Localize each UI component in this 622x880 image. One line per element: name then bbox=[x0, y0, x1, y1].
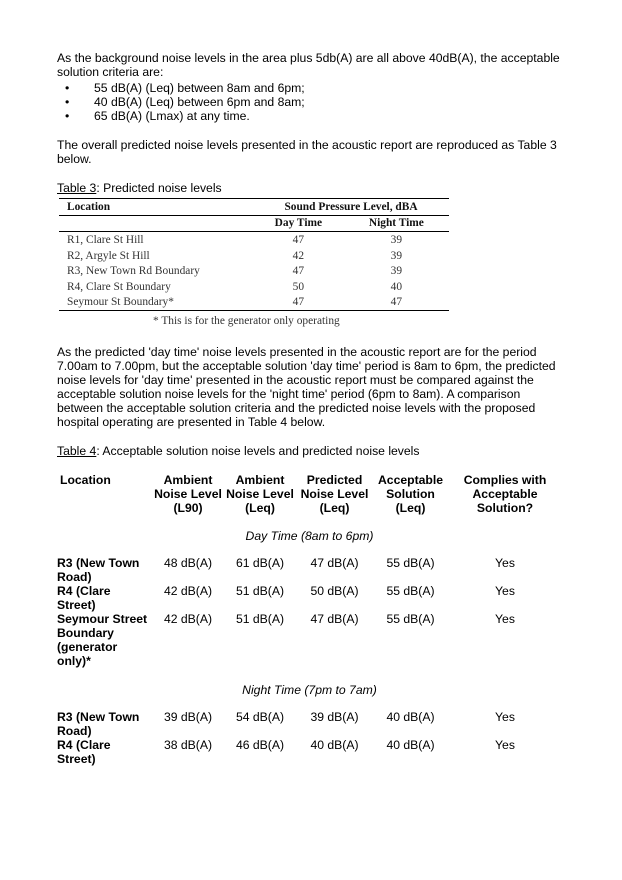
table3-note: * This is for the generator only operating bbox=[153, 315, 340, 328]
overall-paragraph: The overall predicted noise levels presented in the acoustic report are reproduced as Table 3 below. bbox=[57, 138, 557, 166]
table4-header-predicted: Predicted Noise Level (Leq) bbox=[300, 473, 369, 516]
comparison-paragraph: As the predicted 'day time' noise levels presented in the acoustic report are for the period 7.00am to 7.00pm, but the acceptable solution 'day time' period is 8am to 6pm, the predicted noise levels for 'day time' presented in the acoustic report must be compared against the acceptable solution noise levels for the 'night time' period (6pm to 8am). A comparison between the acceptable solution criteria and the predicted noise levels with the proposed hospital operating are presented in Table 4 below. bbox=[57, 345, 556, 430]
bullet-icon: • bbox=[65, 109, 70, 123]
table-row: R4 (Clare Street) 38 dB(A) 46 dB(A) 40 dB(A) 40 dB(A) Yes bbox=[57, 738, 515, 767]
table4-header-acceptable: Acceptable Solution (Leq) bbox=[377, 473, 444, 516]
table4-caption: Table 4: Acceptable solution noise levels and predicted noise levels bbox=[57, 444, 420, 459]
criteria-list bbox=[57, 81, 567, 123]
table-row: R1, Clare St Hill 47 39 bbox=[67, 233, 403, 246]
table3-header-group: Sound Pressure Level, dBA bbox=[253, 199, 449, 216]
table-row: R4 (Clare Street) 42 dB(A) 51 dB(A) 50 dB(A) 55 dB(A) Yes bbox=[57, 584, 515, 613]
table-row: Seymour St Boundary* 47 47 bbox=[59, 295, 449, 311]
table3 bbox=[59, 198, 449, 328]
table4 bbox=[57, 473, 562, 766]
list-item: • 65 dB(A) (Lmax) at any time. bbox=[65, 109, 250, 123]
table-row: R4, Clare St Boundary 50 40 bbox=[67, 280, 403, 293]
list-item: • 40 dB(A) (Leq) between 6pm and 8am; bbox=[65, 95, 305, 109]
table3-caption: Table 3: Predicted noise levels bbox=[57, 181, 222, 195]
table4-header-ambient-leq: Ambient Noise Level (Leq) bbox=[226, 473, 294, 516]
intro-paragraph: As the background noise levels in the area plus 5db(A) are all above 40dB(A), the acceptable solution criteria are: bbox=[57, 51, 560, 79]
table-row: R3 (New Town Road) 39 dB(A) 54 dB(A) 39 dB(A) 40 dB(A) Yes bbox=[57, 710, 515, 739]
table4-header-complies: Complies with Acceptable Solution? bbox=[463, 473, 547, 516]
table4-day-period-label: Day Time (8am to 6pm) bbox=[245, 529, 374, 544]
table4-night-period-label: Night Time (7pm to 7am) bbox=[242, 683, 377, 698]
bullet-icon: • bbox=[65, 81, 70, 95]
list-item: • 55 dB(A) (Leq) between 8am and 6pm; bbox=[65, 81, 305, 95]
table4-header-ambient-l90: Ambient Noise Level (L90) bbox=[154, 473, 222, 516]
table-row: R3 (New Town Road) 48 dB(A) 61 dB(A) 47 dB(A) 55 dB(A) Yes bbox=[57, 556, 515, 585]
table-row: R2, Argyle St Hill 42 39 bbox=[67, 249, 403, 262]
table-row: R3, New Town Rd Boundary 47 39 bbox=[67, 265, 403, 278]
table3-header-day: Day Time bbox=[253, 215, 344, 232]
table3-header-night: Night Time bbox=[344, 215, 449, 232]
document-page bbox=[57, 51, 567, 766]
table3-header-location: Location bbox=[59, 199, 253, 216]
table4-header-location: Location bbox=[60, 473, 111, 488]
table-row: Seymour Street Boundary (generator only)* 42 dB(A) 51 dB(A) 47 dB(A) 55 dB(A) Yes bbox=[57, 612, 515, 669]
bullet-icon: • bbox=[65, 95, 70, 109]
